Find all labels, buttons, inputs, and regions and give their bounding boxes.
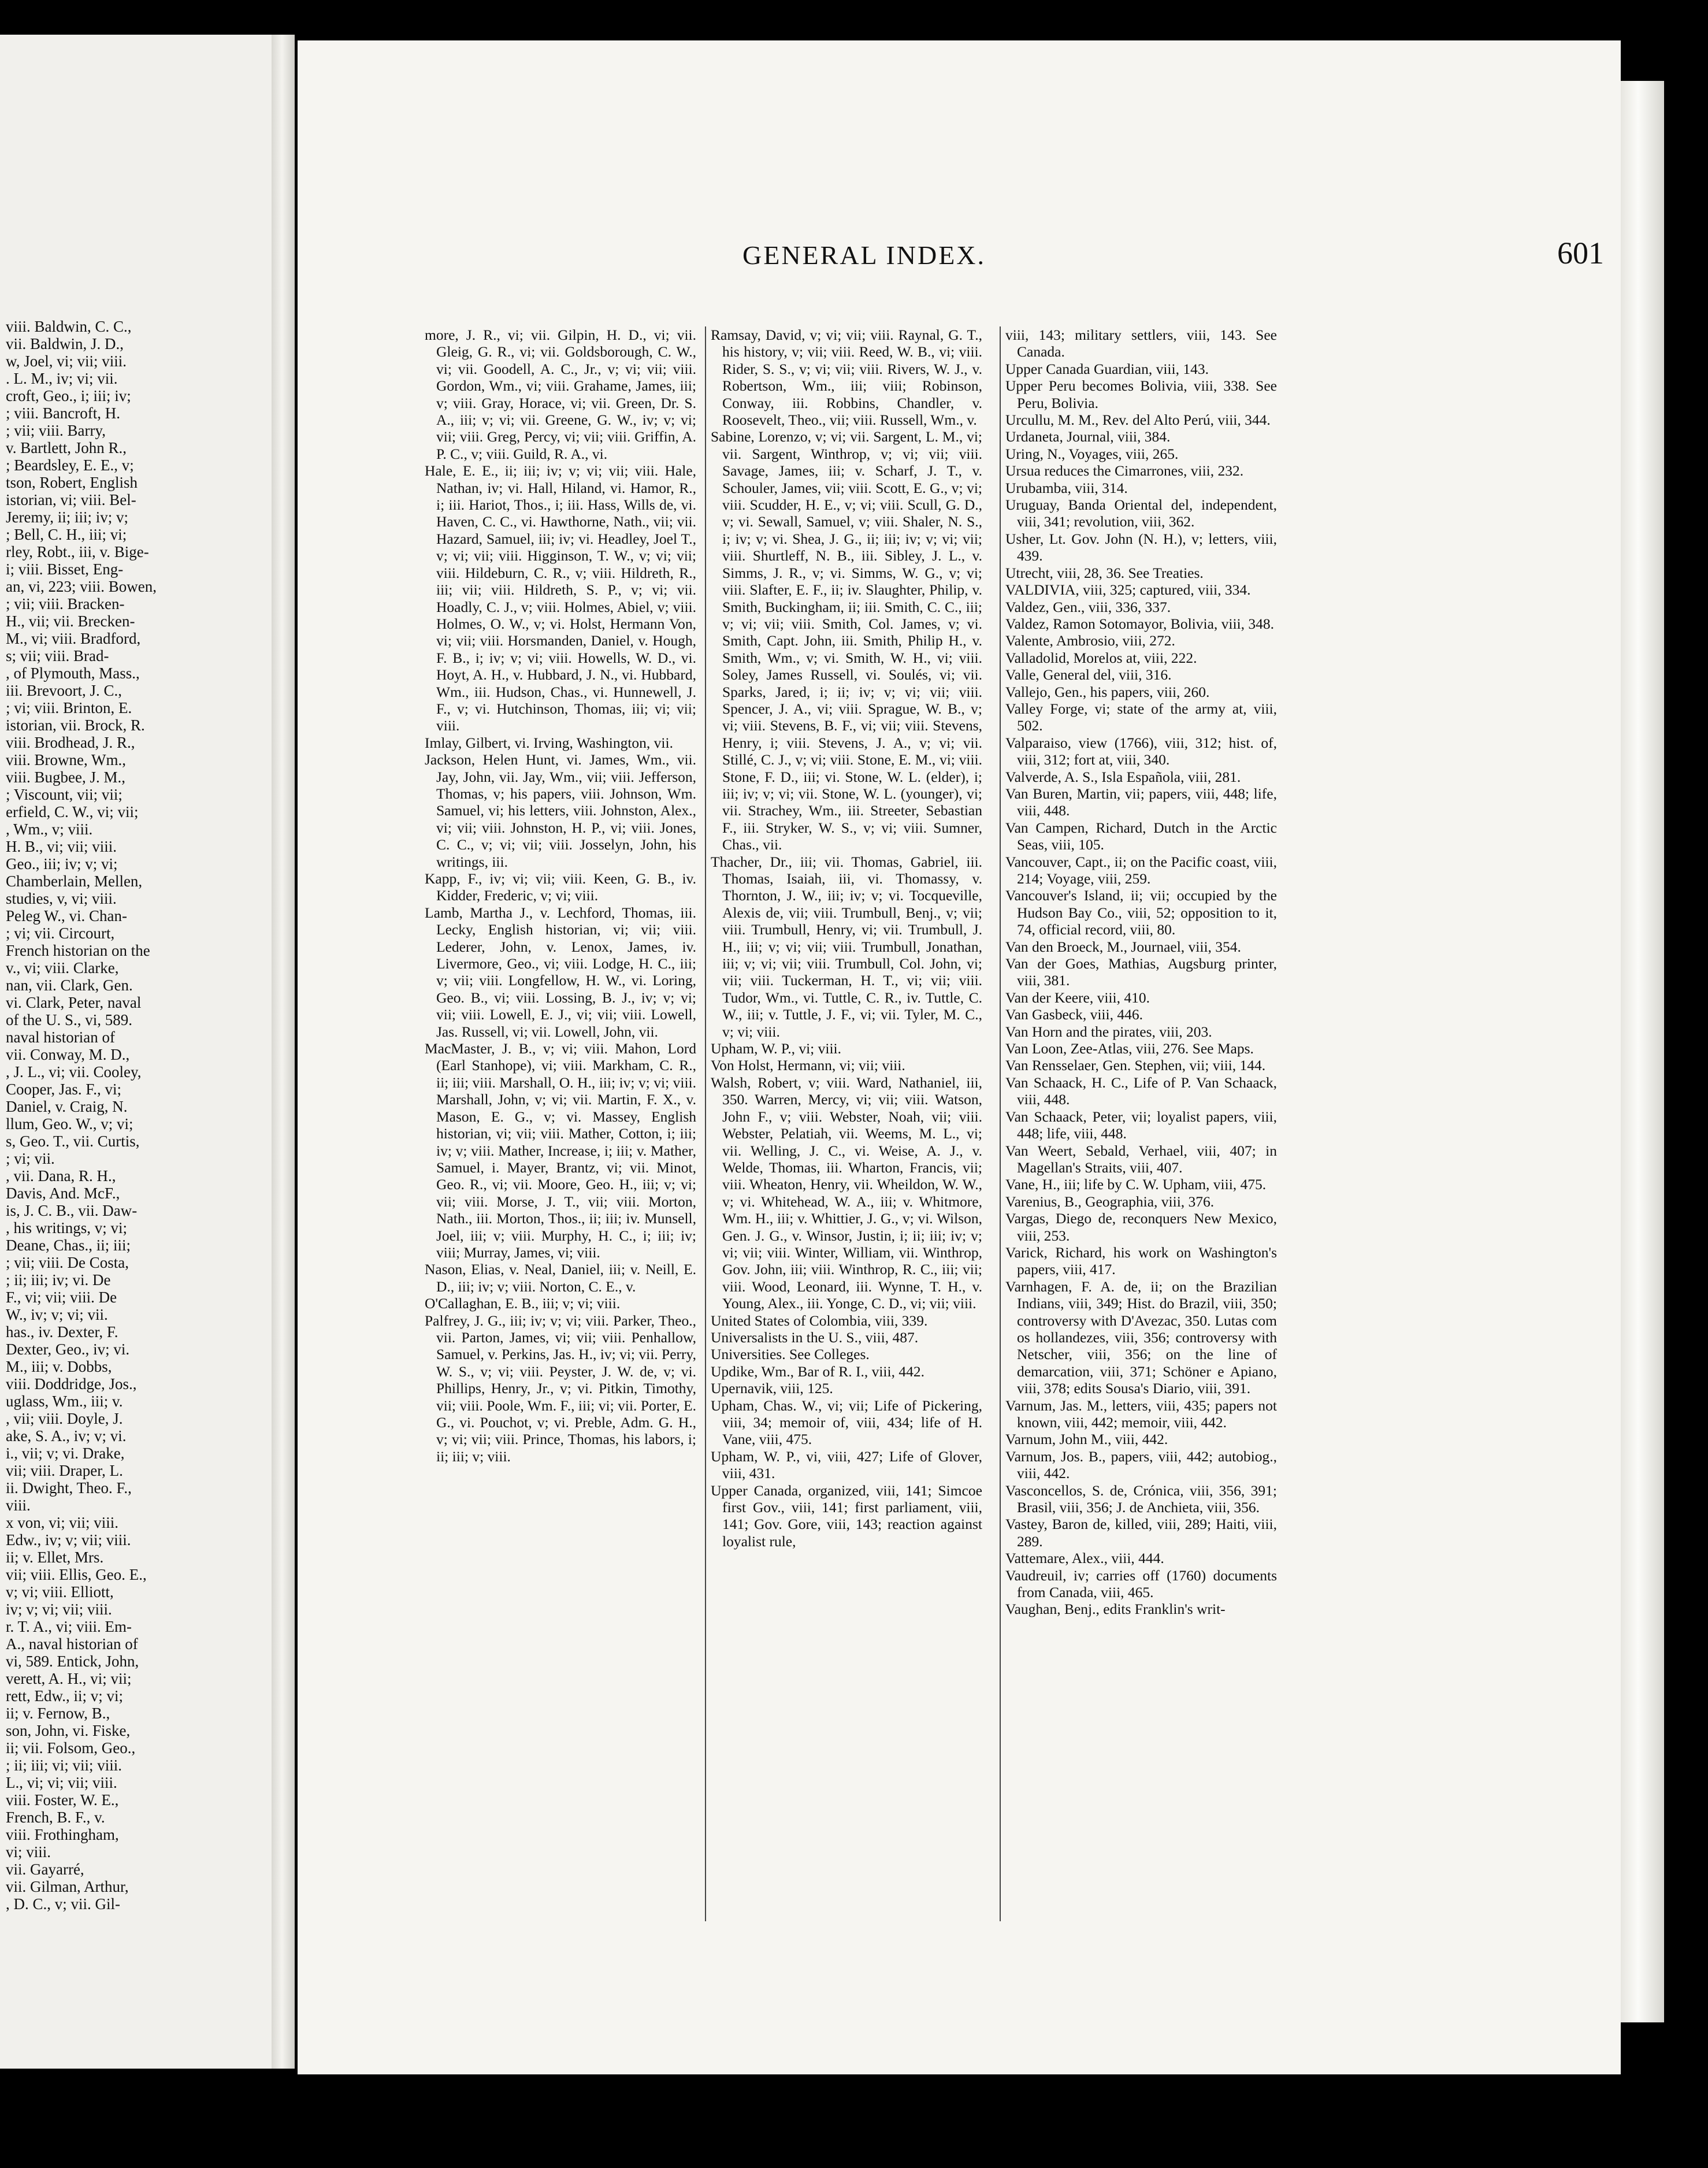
- left-page-line: ; Bell, C. H., iii; vi;: [6, 526, 127, 543]
- left-page-line: i., vii; v; vi. Drake,: [6, 1445, 125, 1462]
- index-entry: Vancouver's Island, ii; vii; occupied by the Hudson Bay Co., viii, 52; opposition to it, 74, official record, viii, 80.: [1005, 887, 1277, 938]
- index-entry: viii, 143; military settlers, viii, 143. See Canada.: [1005, 326, 1277, 361]
- left-page-line: verett, A. H., vi; vii;: [6, 1670, 132, 1687]
- left-page-line: , J. L., vi; vii. Cooley,: [6, 1063, 142, 1081]
- left-page-line: , vii. Dana, R. H.,: [6, 1167, 116, 1185]
- index-entry: MacMaster, J. B., v; vi; viii. Mahon, Lord (Earl Stanhope), vi; viii. Markham, C. R., ii; iii; viii. Marshall, O. H., iii; iv; v; vi; viii. Marshall, John, v; vi; vii. Martin, F. X., v. Mason, E. G., v; vi. Massey, English historian, vi; vii; viii. Mather, Cotton, i; iii; iv; v; viii. Mather, Increase, i; iii; v. Mather, Samuel, i. Mayer, Brantz, vi; vii. Minot, Geo. R., vi; vii. Moore, Geo. H., iii; v; vi; vii; viii. Morse, J. T., vii; viii. Morton, Nath., iii. Morton, Thos., ii; iii; iv. Munsell, Joel, iii; v; viii. Murphy, H. C., i; iii; iv; viii; Murray, James, vi; viii.: [425, 1040, 696, 1261]
- left-page-line: Dexter, Geo., iv; vi.: [6, 1341, 130, 1358]
- index-entry: Hale, E. E., ii; iii; iv; v; vi; vii; viii. Hale, Nathan, iv; vi. Hall, Hiland, vi. Hamor, R., i; iii. Hariot, Thos., i; iii. Hass, Wills de, vi. Haven, C. C., vi. Hawthorne, Nath., vii; vii. Hazard, Samuel, iii; iv; vi. Headley, Joel T., v; vi; vii; viii. Higginson, T. W., v; vi; vii; viii. Hildeburn, C. R., v; viii. Hildreth, R., iii; vii; viii. Hildreth, S. P., v; vi; vii. Hoadly, C. J., v; viii. Holmes, Abiel, v; viii. Holmes, O. W., v; vi. Holst, Hermann Von, vi; vii; viii. Horsmanden, Daniel, v. Hough, F. B., i; iv; v; vi; viii. Howells, W. D., vi. Hoyt, A. H., v. Hubbard, J. N., vi. Hubbard, Wm., iii. Hudson, Chas., vi. Hunnewell, J. F., v; vi. Hutchinson, Thomas, iii; vi; vii; viii.: [425, 462, 696, 734]
- left-page-line: viii. Brodhead, J. R.,: [6, 734, 135, 751]
- index-entry: Updike, Wm., Bar of R. I., viii, 442.: [711, 1363, 924, 1380]
- index-entry: Urdaneta, Journal, viii, 384.: [1005, 428, 1171, 446]
- left-page-line: viii. Baldwin, C. C.,: [6, 318, 132, 335]
- index-entry: Jackson, Helen Hunt, vi. James, Wm., vii. Jay, John, vii. Jay, Wm., vii; viii. Jefferson, Thomas, v; his papers, viii. Johnson, Wm. Samuel, vi; his letters, viii. Johnston, Alex., vi; vii; viii. Johnston, H. P., vi; viii. Jones, C. C., v; vi; vii; viii. Josselyn, John, his writings, iii.: [425, 751, 696, 870]
- index-entry: Valverde, A. S., Isla Española, viii, 281.: [1005, 768, 1241, 785]
- index-entry: Varnum, Jos. B., papers, viii, 442; autobiog., viii, 442.: [1005, 1447, 1277, 1482]
- left-page-line: Peleg W., vi. Chan-: [6, 907, 127, 925]
- left-page-line: ; vi; viii. Brinton, E.: [6, 699, 132, 717]
- index-entry: Valle, General del, viii, 316.: [1005, 666, 1172, 684]
- left-page-line: ; vi; vii.: [6, 1150, 55, 1167]
- index-entry: Upham, Chas. W., vi; vii; Life of Pickering, viii, 34; memoir of, viii, 434; life of H. Vane, viii, 475.: [711, 1397, 982, 1448]
- index-entry: Van Horn and the pirates, viii, 203.: [1005, 1023, 1212, 1040]
- left-page-line: ; vii; viii. Barry,: [6, 422, 106, 439]
- index-entry: Valley Forge, vi; state of the army at, viii, 502.: [1005, 700, 1277, 734]
- left-page-line: French, B. F., v.: [6, 1809, 105, 1826]
- left-page-line: ; Beardsley, E. E., v;: [6, 456, 134, 474]
- index-entry: Upper Canada, organized, viii, 141; Simcoe first Gov., viii, 141; first parliament, viii, 141; Gov. Gore, viii, 143; reaction against loyalist rule,: [711, 1482, 982, 1550]
- left-page-line: rett, Edw., ii; v; vi;: [6, 1687, 123, 1705]
- index-entry: Valdez, Ramon Sotomayor, Bolivia, viii, 348.: [1005, 615, 1275, 632]
- left-page-line: ; viii. Bancroft, H.: [6, 404, 120, 422]
- index-entry: Van Schaack, H. C., Life of P. Van Schaack, viii, 448.: [1005, 1074, 1277, 1108]
- left-page-line: ii; vii. Folsom, Geo.,: [6, 1739, 136, 1757]
- index-entry: Ramsay, David, v; vi; vii; viii. Raynal, G. T., his history, v; vii; viii. Reed, W. B., vi; viii. Rider, S. S., v; vi; vii; viii. Rivers, W. J., v. Robertson, Wm., iii; viii; Robinson, Conway, iii. Robbins, Chandler, v. Roosevelt, Theo., vii; viii. Russell, Wm., v.: [711, 326, 982, 429]
- left-page-line: ; ii; iii; vi; vii; viii.: [6, 1757, 122, 1774]
- left-page-line: viii. Doddridge, Jos.,: [6, 1375, 137, 1393]
- book-gutter: [272, 35, 295, 2069]
- left-page-line: A., naval historian of: [6, 1635, 138, 1653]
- left-page-line: ii; v. Fernow, B.,: [6, 1705, 110, 1722]
- left-page-line: rley, Robt., iii, v. Bige-: [6, 543, 149, 560]
- left-page-line: French historian on the: [6, 942, 150, 959]
- index-entry: Upper Peru becomes Bolivia, viii, 338. See Peru, Bolivia.: [1005, 377, 1277, 411]
- left-page-line: naval historian of: [6, 1029, 115, 1046]
- left-page-line: an, vi, 223; viii. Bowen,: [6, 578, 157, 595]
- left-page-line: Davis, And. McF.,: [6, 1185, 120, 1202]
- index-entry: Vargas, Diego de, reconquers New Mexico, viii, 253.: [1005, 1210, 1277, 1244]
- index-entry: Vattemare, Alex., viii, 444.: [1005, 1550, 1164, 1567]
- index-entry: Usher, Lt. Gov. John (N. H.), v; letters, viii, 439.: [1005, 530, 1277, 565]
- left-page-line: llum, Geo. W., v; vi;: [6, 1115, 133, 1133]
- index-entry: Nason, Elias, v. Neal, Daniel, iii; v. Neill, E. D., iii; iv; v; viii. Norton, C. E., v.: [425, 1261, 696, 1295]
- left-page-line: vii. Conway, M. D.,: [6, 1046, 130, 1063]
- left-page-line: iv; v; vi; vii; viii.: [6, 1601, 112, 1618]
- left-page-line: nan, vii. Clark, Gen.: [6, 977, 133, 994]
- index-entry: Universities. See Colleges.: [711, 1346, 870, 1363]
- left-page-line: s; vii; viii. Brad-: [6, 647, 109, 664]
- index-entry: VALDIVIA, viii, 325; captured, viii, 334.: [1005, 581, 1251, 599]
- index-entry: Upham, W. P., vi; viii.: [711, 1040, 841, 1057]
- left-page-line: H., vii; vii. Brecken-: [6, 612, 135, 630]
- index-entry: Van Schaack, Peter, vii; loyalist papers, viii, 448; life, viii, 448.: [1005, 1108, 1277, 1142]
- running-title: GENERAL INDEX.: [742, 240, 986, 270]
- left-page-line: Geo., iii; iv; v; vi;: [6, 855, 118, 873]
- left-page-line: Edw., iv; v; vii; viii.: [6, 1531, 131, 1549]
- index-entry: Vastey, Baron de, killed, viii, 289; Haiti, viii, 289.: [1005, 1516, 1277, 1550]
- left-page-text: [6, 318, 196, 1913]
- index-entry: Van Campen, Richard, Dutch in the Arctic Seas, viii, 105.: [1005, 819, 1277, 853]
- left-page-line: is, J. C. B., vii. Daw-: [6, 1202, 138, 1219]
- left-page-line: Chamberlain, Mellen,: [6, 873, 143, 890]
- page-number: 601: [1557, 236, 1604, 270]
- left-page-line: H. B., vi; vii; viii.: [6, 838, 117, 855]
- left-page-line: r. T. A., vi; viii. Em-: [6, 1618, 132, 1635]
- left-page-line: v. Bartlett, John R.,: [6, 439, 127, 456]
- index-entry: Upper Canada Guardian, viii, 143.: [1005, 360, 1209, 377]
- index-entry: United States of Colombia, viii, 339.: [711, 1312, 928, 1329]
- left-page-line: v; vi; viii. Elliott,: [6, 1583, 114, 1601]
- index-entry: Van Gasbeck, viii, 446.: [1005, 1006, 1143, 1023]
- left-page-line: tson, Robert, English: [6, 474, 138, 491]
- index-entry: Lamb, Martha J., v. Lechford, Thomas, iii. Lecky, English historian, vi; vii; viii. Lederer, John, v. Lenox, James, iv. Livermore, Geo., vi; viii. Lodge, H. C., iii; v; vii; viii. Longfellow, H. W., vi. Loring, Geo. B., vi; viii. Lossing, B. J., iv; v; vi; vii; viii. Lowell, E. J., vi; vii; viii. Lowell, Jas. Russell, vi; vii. Lowell, John, vii.: [425, 904, 696, 1040]
- index-entry: Vaudreuil, iv; carries off (1760) documents from Canada, viii, 465.: [1005, 1566, 1277, 1601]
- left-page-line: vii. Gayarré,: [6, 1861, 84, 1878]
- index-column-1: [425, 326, 696, 1465]
- index-entry: Varenius, B., Geographia, viii, 376.: [1005, 1193, 1215, 1210]
- index-entry: Sabine, Lorenzo, v; vi; vii. Sargent, L. M., vi; vii. Sargent, Winthrop, v; vi; vii; viii. Savage, James, iii; v. Scharf, J. T., v. Schouler, James, vii; viii. Scott, E. G., v; vi; viii. Scudder, H. E., v; vi; viii. Scull, G. D., v; vi. Sewall, Samuel, v; viii. Shaler, N. S., i; iv; v; vi. Shea, J. G., ii; iii; iv; v; vi; vii; viii. Shurtleff, N. B., iii. Sibley, J. L., v. Simms, J. R., v; vi. Simms, W. G., v; vi; viii. Slafter, E. F., ii; iv. Slaughter, Philip, v. Smith, Buckingham, ii; iii. Smith, C. C., iii; v; vi; vii; viii. Smith, Col. James, v; vi. Smith, Capt. John, iii. Smith, Philip H., v. Smith, Wm., v; vi. Smith, W. H., vi; viii. Soley, James Russell, vi. Soulés, vi; vii. Sparks, Jared, i; ii; iv; v; vi; vii; viii. Spencer, J. A., vi; viii. Sprague, W. B., v; vi; viii. Stevens, B. F., vi; vii; viii. Stevens, Henry, i; viii. Stevens, J. A., v; vi; vii. Stillé, C. J., v; vi; viii. Stone, E. M., vi; viii. Stone, F. D., iii; vi. Stone, W. L. (elder), i; iii; iv; v; vi; vii. Stone, W. L. (younger), vi; vii. Strachey, Wm., iii. Streeter, Sebastian F., iii. Stryker, W. S., v; vi; viii. Sumner, Chas., vii.: [711, 428, 982, 853]
- page-edge: [1621, 81, 1664, 2022]
- page-header: [298, 236, 1621, 274]
- left-page-line: vi. Clark, Peter, naval: [6, 994, 142, 1011]
- index-entry: Varnhagen, F. A. de, ii; on the Brazilian Indians, viii, 349; Hist. do Brazil, viii, 350; controversy with D'Avezac, 350. Lutas com os hollandezes, viii, 356; controversy with Netscher, viii, 356; on the line of demarcation, viii, 371; Schöner e Apiano, viii, 378; edits Sousa's Diario, viii, 391.: [1005, 1278, 1277, 1397]
- index-entry: Van Buren, Martin, vii; papers, viii, 448; life, viii, 448.: [1005, 785, 1277, 819]
- column-rule: [1000, 326, 1001, 1921]
- left-page-line: ; vii; viii. De Costa,: [6, 1254, 129, 1271]
- left-page-line: . L. M., iv; vi; vii.: [6, 370, 118, 387]
- left-page-line: ii; v. Ellet, Mrs.: [6, 1549, 104, 1566]
- index-entry: O'Callaghan, E. B., iii; v; vi; viii.: [425, 1295, 621, 1312]
- left-page-line: istorian, vi; viii. Bel-: [6, 491, 136, 508]
- left-page-line: ; vi; vii. Circourt,: [6, 925, 115, 942]
- index-entry: Utrecht, viii, 28, 36. See Treaties.: [1005, 564, 1204, 581]
- left-page-line: i; viii. Bisset, Eng-: [6, 560, 124, 578]
- index-entry: Urcullu, M. M., Rev. del Alto Perú, viii, 344.: [1005, 411, 1271, 429]
- left-page-line: L., vi; vi; vii; viii.: [6, 1774, 117, 1791]
- left-page-line: viii.: [6, 1497, 31, 1514]
- left-page-line: , his writings, v; vi;: [6, 1219, 128, 1237]
- left-page-line: croft, Geo., i; iii; iv;: [6, 387, 131, 404]
- left-page-line: Deane, Chas., ii; iii;: [6, 1237, 131, 1254]
- index-entry: more, J. R., vi; vii. Gilpin, H. D., vi; vii. Gleig, G. R., vi; vii. Goldsborough, C. W., vi; vii. Goodell, A. C., Jr., v; vi; vii; viii. Gordon, Wm., vi; viii. Grahame, James, iii; v; viii. Gray, Horace, vi; vii. Green, Dr. S. A., iii; v; vi; vii. Greene, G. W., iv; v; vi; vii; viii. Greg, Percy, vi; vii; viii. Griffin, A. P. C., v; viii. Guild, R. A., vi.: [425, 326, 696, 462]
- index-entry: Vallejo, Gen., his papers, viii, 260.: [1005, 683, 1210, 700]
- index-entry: Varick, Richard, his work on Washington's papers, viii, 417.: [1005, 1243, 1277, 1278]
- left-page-line: studies, v, vi; viii.: [6, 890, 117, 907]
- left-page-line: has., iv. Dexter, F.: [6, 1323, 118, 1341]
- index-entry: Vasconcellos, S. de, Crónica, viii, 356, 391; Brasil, viii, 356; J. de Anchieta, viii, 356.: [1005, 1482, 1277, 1516]
- left-page-line: Cooper, Jas. F., vi;: [6, 1081, 122, 1098]
- index-entry: Von Holst, Hermann, vi; vii; viii.: [711, 1057, 905, 1074]
- left-page-line: ake, S. A., iv; v; vi.: [6, 1427, 127, 1445]
- left-page-line: iii. Brevoort, J. C.,: [6, 682, 122, 699]
- left-page-line: vii. Baldwin, J. D.,: [6, 335, 124, 352]
- left-page-line: v., vi; viii. Clarke,: [6, 959, 119, 977]
- left-page-line: ; Viscount, vii; vii;: [6, 786, 122, 803]
- left-page-line: viii. Bugbee, J. M.,: [6, 769, 125, 786]
- index-entry: Vane, H., iii; life by C. W. Upham, viii, 475.: [1005, 1176, 1267, 1193]
- index-entry: Vaughan, Benj., edits Franklin's writ-: [1005, 1601, 1226, 1618]
- left-page-line: of the U. S., vi, 589.: [6, 1011, 132, 1029]
- index-entry: Uring, N., Voyages, viii, 265.: [1005, 445, 1179, 462]
- index-entry: Vancouver, Capt., ii; on the Pacific coast, viii, 214; Voyage, viii, 259.: [1005, 853, 1277, 887]
- left-page-line: vi; viii.: [6, 1843, 51, 1861]
- index-entry: Uruguay, Banda Oriental del, independent, viii, 341; revolution, viii, 362.: [1005, 496, 1277, 530]
- left-page-line: istorian, vii. Brock, R.: [6, 717, 145, 734]
- index-entry: Kapp, F., iv; vi; vii; viii. Keen, G. B., iv. Kidder, Frederic, v; vi; viii.: [425, 870, 696, 904]
- index-entry: Van Weert, Sebald, Verhael, viii, 407; in Magellan's Straits, viii, 407.: [1005, 1142, 1277, 1176]
- left-page-line: Daniel, v. Craig, N.: [6, 1098, 128, 1115]
- left-page-line: M., vi; viii. Bradford,: [6, 630, 141, 647]
- left-page-line: F., vi; vii; viii. De: [6, 1289, 117, 1306]
- left-page-line: ; vii; viii. Bracken-: [6, 595, 125, 612]
- left-page-line: x von, vi; vii; viii.: [6, 1514, 119, 1531]
- left-page-line: vii; viii. Ellis, Geo. E.,: [6, 1566, 147, 1583]
- left-page-line: erfield, C. W., vi; vii;: [6, 803, 139, 821]
- index-entry: Urubamba, viii, 314.: [1005, 479, 1128, 496]
- left-page-line: s, Geo. T., vii. Curtis,: [6, 1133, 140, 1150]
- index-column-2: [711, 326, 982, 1550]
- left-page-line: vii. Gilman, Arthur,: [6, 1878, 129, 1895]
- index-entry: Valdez, Gen., viii, 336, 337.: [1005, 598, 1171, 615]
- left-page-line: , of Plymouth, Mass.,: [6, 664, 140, 682]
- index-entry: Valente, Ambrosio, viii, 272.: [1005, 632, 1175, 649]
- index-entry: Ursua reduces the Cimarrones, viii, 232.: [1005, 462, 1244, 480]
- left-page-line: viii. Browne, Wm.,: [6, 751, 126, 769]
- index-entry: Van Rensselaer, Gen. Stephen, vii; viii, 144.: [1005, 1057, 1266, 1074]
- left-page-line: ; ii; iii; iv; vi. De: [6, 1271, 111, 1289]
- left-page-line: W., iv; v; vi; vii.: [6, 1306, 108, 1323]
- index-entry: Valparaiso, view (1766), viii, 312; hist. of, viii, 312; fort at, viii, 340.: [1005, 734, 1277, 769]
- left-page-line: vii; viii. Draper, L.: [6, 1462, 123, 1479]
- index-page: [298, 40, 1621, 2074]
- index-entry: Varnum, Jas. M., letters, viii, 435; papers not known, viii, 442; memoir, viii, 442.: [1005, 1397, 1277, 1431]
- left-page-line: son, John, vi. Fiske,: [6, 1722, 131, 1739]
- index-entry: Varnum, John M., viii, 442.: [1005, 1431, 1168, 1448]
- index-column-3: [1005, 326, 1277, 1618]
- left-page-line: ii. Dwight, Theo. F.,: [6, 1479, 132, 1497]
- left-page-line: viii. Foster, W. E.,: [6, 1791, 119, 1809]
- index-entry: Walsh, Robert, v; viii. Ward, Nathaniel, iii, 350. Warren, Mercy, vi; vii; viii. Watson, John F., v; viii. Webster, Noah, vii; viii. Webster, Pelatiah, vii. Weems, M. L., vi; vii. Welling, J. C., vi. Weise, A. J., v. Welde, Thomas, iii. Wharton, Francis, vii; viii. Wheaton, Henry, vii. Wheildon, W. W., v; vi. Whitehead, W. A., iii; v. Whitmore, Wm. H., iii; v. Whittier, J. G., v; vi. Wilson, Gen. J. G., v. Winsor, Justin, i; ii; iii; iv; v; vi; vii; viii. Winter, William, vii. Winthrop, Gov. John, iii; viii. Winthrop, R. C., iii; vii; viii. Wood, Leonard, iii. Wynne, T. H., v. Young, Alex., iii. Yonge, C. D., vi; vii; viii.: [711, 1074, 982, 1312]
- left-page-line: , D. C., v; vii. Gil-: [6, 1895, 121, 1913]
- left-page-line: Jeremy, ii; iii; iv; v;: [6, 508, 128, 526]
- index-entry: Van den Broeck, M., Journael, viii, 354.: [1005, 938, 1241, 955]
- index-entry: Palfrey, J. G., iii; iv; v; vi; viii. Parker, Theo., vii. Parton, James, vi; vii; viii. Penhallow, Samuel, v. Perkins, Jas. H., iv; vi; vii. Perry, W. S., v; vi; viii. Peyster, J. W. de, v; vi. Phillips, Henry, Jr., v; vi. Pitkin, Timothy, vii; viii. Poole, Wm. F., iii; vi; vii. Porter, E. G., vi. Pouchot, v; vi. Preble, Adm. G. H., v; vi; vii; viii. Prince, Thomas, his labors, i; ii; iii; v; viii.: [425, 1312, 696, 1465]
- index-entry: Van der Keere, viii, 410.: [1005, 989, 1150, 1006]
- left-page-line: M., iii; v. Dobbs,: [6, 1358, 112, 1375]
- left-page-line: w, Joel, vi; vii; viii.: [6, 352, 127, 370]
- index-entry: Thacher, Dr., iii; vii. Thomas, Gabriel, iii. Thomas, Isaiah, iii, vi. Thomassy, v. Thornton, J. W., iii; iv; v; vi. Tocqueville, Alexis de, vii; viii. Trumbull, Benj., v; vii; viii. Trumbull, Henry, vi; vii. Trumbull, J. H., iii; v; vi; vii; viii. Trumbull, Jonathan, iii; v; vi; vii; viii. Trumbull, Col. John, vi; vii; viii. Tuckerman, H. T., vi; vii; viii. Tudor, Wm., vi. Tuttle, C. R., iv. Tuttle, C. W., iii; v. Tuttle, J. F., vi; vii. Tyler, M. C., v; vi; viii.: [711, 853, 982, 1040]
- index-entry: Van der Goes, Mathias, Augsburg printer, viii, 381.: [1005, 955, 1277, 989]
- left-page-line: viii. Frothingham,: [6, 1826, 119, 1843]
- left-page-line: , Wm., v; viii.: [6, 821, 93, 838]
- index-entry: Van Loon, Zee-Atlas, viii, 276. See Maps.: [1005, 1040, 1254, 1057]
- left-page-fragment: [0, 35, 272, 2069]
- left-page-line: vi, 589. Entick, John,: [6, 1653, 139, 1670]
- index-entry: Upernavik, viii, 125.: [711, 1380, 833, 1397]
- column-rule: [705, 326, 706, 1921]
- left-page-line: uglass, Wm., iii; v.: [6, 1393, 123, 1410]
- index-entry: Upham, W. P., vi, viii, 427; Life of Glover, viii, 431.: [711, 1447, 982, 1482]
- index-entry: Universalists in the U. S., viii, 487.: [711, 1328, 919, 1346]
- index-entry: Imlay, Gilbert, vi. Irving, Washington, vii.: [425, 734, 673, 751]
- index-entry: Valladolid, Morelos at, viii, 222.: [1005, 649, 1197, 666]
- left-page-line: , vii; viii. Doyle, J.: [6, 1410, 123, 1427]
